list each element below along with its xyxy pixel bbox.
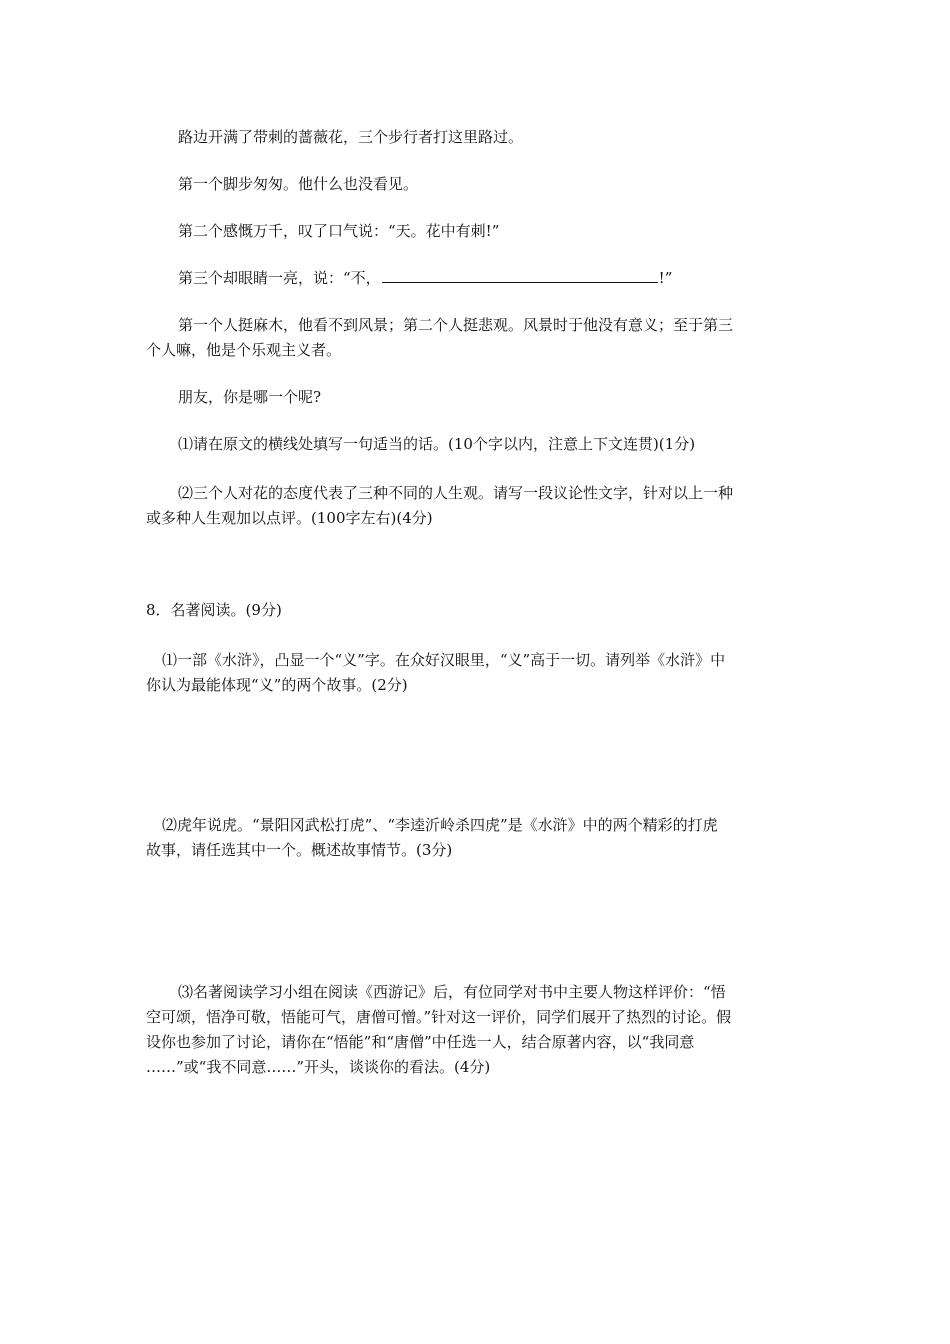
question-8-3-line-3: 设你也参加了讨论，请你在“悟能”和“唐僧”中任选一人，结合原著内容，以“我同意 bbox=[146, 1033, 695, 1051]
question-8-3-line-2: 空可颂，悟净可敬，悟能可气，唐僧可憎。”针对这一评价，同学们展开了热烈的讨论。假 bbox=[146, 1008, 732, 1026]
question-8-2-line-1: ⑵虎年说虎。“景阳冈武松打虎”、“李逵沂岭杀四虎”是《水浒》中的两个精彩的打虎 bbox=[162, 816, 718, 834]
story-paragraph-3: 第二个感慨万千，叹了口气说：“天。花中有刺!” bbox=[178, 222, 500, 240]
story-paragraph-6: 朋友，你是哪一个呢? bbox=[178, 388, 322, 406]
question-8-3-line-1: ⑶名著阅读学习小组在阅读《西游记》后，有位同学对书中主要人物这样评价：“悟 bbox=[178, 983, 726, 1001]
story-paragraph-4-text: 第三个却眼睛一亮，说：“不， bbox=[178, 269, 381, 287]
story-paragraph-1: 路边开满了带刺的蔷薇花，三个步行者打这里路过。 bbox=[178, 128, 524, 146]
question-8-2-line-2: 故事，请任选其中一个。概述故事情节。(3分) bbox=[146, 841, 453, 859]
question-7-2-line-1: ⑵三个人对花的态度代表了三种不同的人生观。请写一段议论性文字，针对以上一种 bbox=[178, 484, 734, 502]
story-paragraph-2: 第一个脚步匆匆。他什么也没看见。 bbox=[178, 175, 419, 193]
story-paragraph-4 bbox=[178, 268, 672, 288]
question-7-1: ⑴请在原文的横线处填写一句适当的话。(10个字以内，注意上下文连贯)(1分) bbox=[178, 435, 696, 453]
question-8-3-line-4: ……”或“我不同意……”开头，谈谈你的看法。(4分) bbox=[146, 1058, 491, 1076]
section-8-heading: 8．名著阅读。(9分) bbox=[146, 601, 282, 619]
story-paragraph-5-line-1: 第一个人挺麻木，他看不到风景；第二个人挺悲观。风景时于他没有意义；至于第三 bbox=[178, 316, 734, 334]
question-7-2-line-2: 或多种人生观加以点评。(100字左右)(4分) bbox=[146, 509, 433, 527]
story-paragraph-5-line-2: 个人嘛，他是个乐观主义者。 bbox=[146, 341, 342, 359]
question-8-1-line-2: 你认为最能体现“义”的两个故事。(2分) bbox=[146, 676, 408, 694]
question-8-1-line-1: ⑴一部《水浒》，凸显一个“义”字。在众好汉眼里，“义”高于一切。请列举《水浒》中 bbox=[162, 651, 726, 669]
story-paragraph-4-end: !” bbox=[658, 269, 673, 287]
fill-in-blank bbox=[382, 268, 658, 283]
